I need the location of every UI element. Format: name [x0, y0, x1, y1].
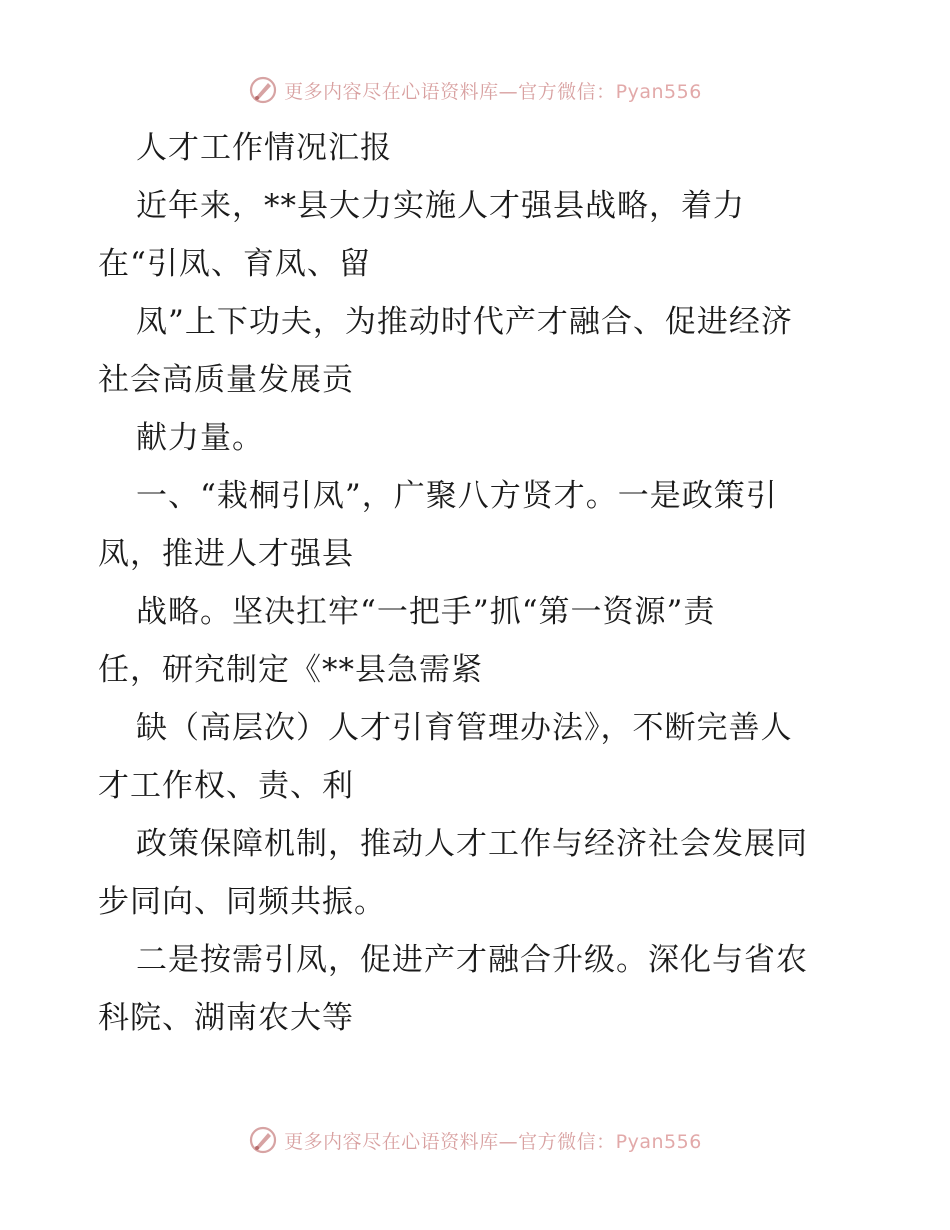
document-title: 人才工作情况汇报: [136, 130, 392, 166]
paragraph-line: 近年来，**县大力实施人才强县战略，着力: [136, 188, 745, 224]
paragraph-line: 缺（高层次）人才引育管理办法》，不断完善人: [136, 710, 793, 746]
paragraph-line: 二是按需引凤，促进产才融合升级。深化与省农: [136, 942, 808, 978]
watermark-text: 更多内容尽在心语资料库—官方微信：Pyan556: [284, 1130, 702, 1153]
paragraph-line: 战略。坚决扛牢“一把手”抓“第一资源”责: [136, 594, 716, 630]
pen-seal-icon: [248, 75, 278, 105]
pen-seal-icon: [248, 1125, 278, 1155]
paragraph-line: 才工作权、责、利: [98, 768, 354, 804]
paragraph-line: 在“引凤、育凤、留: [98, 246, 371, 282]
paragraph-line: 凤，推进人才强县: [98, 536, 354, 572]
paragraph-line: 科院、湖南农大等: [98, 1000, 354, 1036]
paragraph-line: 步同向、同频共振。: [98, 884, 386, 920]
paragraph-line: 凤”上下功夫，为推动时代产才融合、促进经济: [136, 304, 793, 340]
watermark-text: 更多内容尽在心语资料库—官方微信：Pyan556: [284, 80, 702, 103]
paragraph-line: 政策保障机制，推动人才工作与经济社会发展同: [136, 826, 808, 862]
section-heading-line: 一、“栽桐引凤”，广聚八方贤才。一是政策引: [136, 478, 778, 514]
paragraph-line: 献力量。: [136, 420, 264, 456]
footer-watermark: [0, 1122, 950, 1158]
paragraph-line: 任，研究制定《**县急需紧: [98, 652, 483, 688]
header-watermark: [0, 72, 950, 108]
paragraph-line: 社会高质量发展贡: [98, 362, 354, 398]
